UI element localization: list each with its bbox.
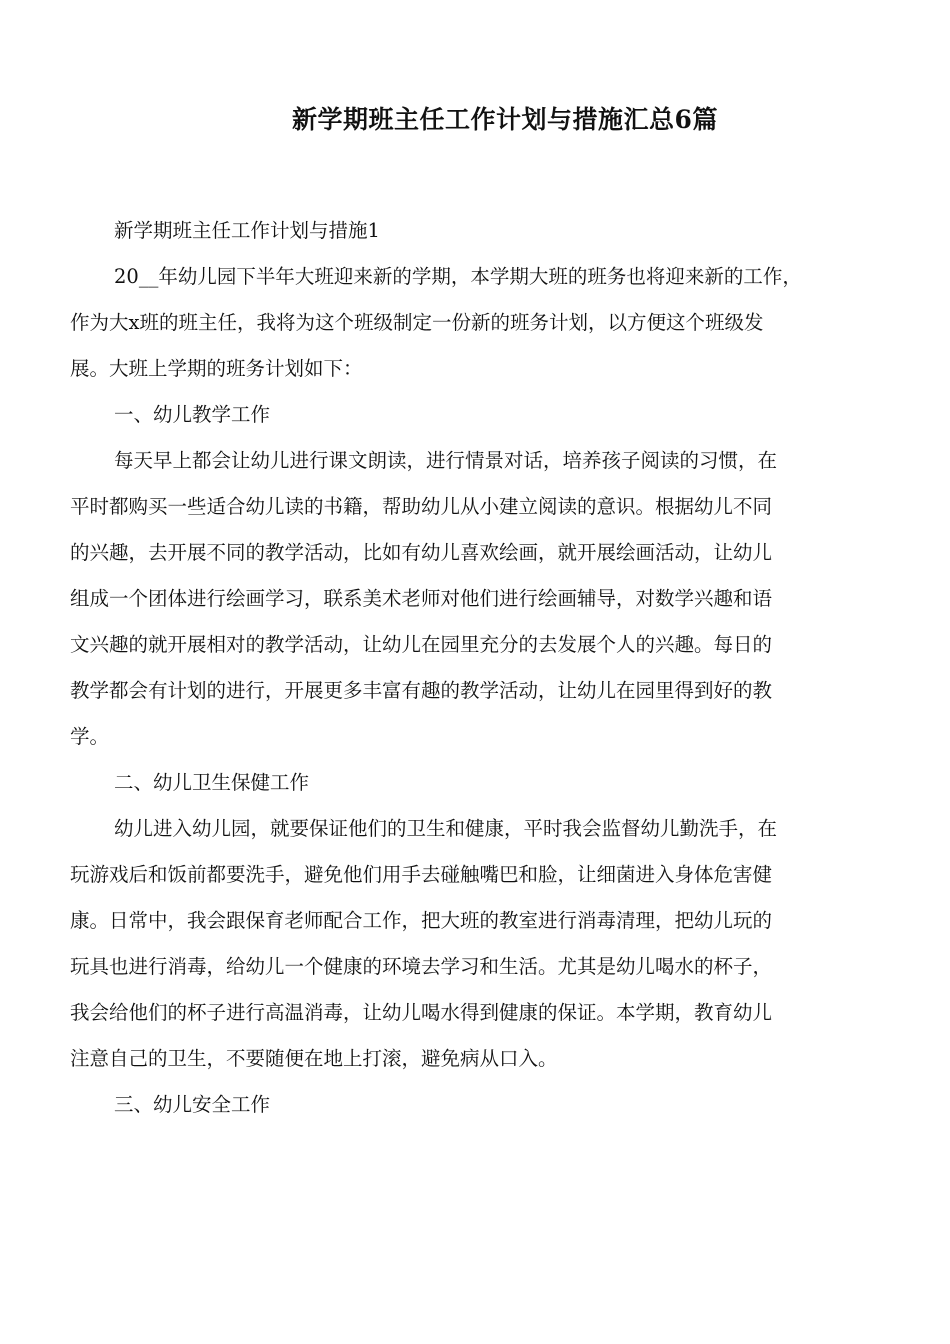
document-title: 新学期班主任工作计划与措施汇总6篇 bbox=[292, 105, 718, 134]
paragraph-line: 幼儿进入幼儿园，就要保证他们的卫生和健康，平时我会监督幼儿勤洗手，在 bbox=[114, 817, 778, 840]
paragraph-line: 注意自己的卫生，不要随便在地上打滚，避免病从口入。 bbox=[70, 1047, 558, 1070]
paragraph-line: 作为大x班的班主任，我将为这个班级制定一份新的班务计划，以方便这个班级发 bbox=[70, 311, 764, 334]
paragraph-line: 组成一个团体进行绘画学习，联系美术老师对他们进行绘画辅导，对数学兴趣和语 bbox=[70, 587, 773, 610]
paragraph-line: 平时都购买一些适合幼儿读的书籍，帮助幼儿从小建立阅读的意识。根据幼儿不同 bbox=[70, 495, 773, 518]
paragraph-line: 玩游戏后和饭前都要洗手，避免他们用手去碰触嘴巴和脸，让细菌进入身体危害健 bbox=[70, 863, 773, 886]
paragraph-line: 的兴趣，去开展不同的教学活动，比如有幼儿喜欢绘画，就开展绘画活动，让幼儿 bbox=[70, 541, 773, 564]
section-heading: 一、幼儿教学工作 bbox=[114, 403, 271, 426]
paragraph-line: 玩具也进行消毒，给幼儿一个健康的环境去学习和生活。尤其是幼儿喝水的杯子， bbox=[70, 955, 773, 978]
paragraph-line: 学。 bbox=[70, 725, 110, 748]
section-heading: 二、幼儿卫生保健工作 bbox=[114, 771, 310, 794]
paragraph-line: 展。大班上学期的班务计划如下： bbox=[70, 357, 363, 380]
section-heading: 新学期班主任工作计划与措施1 bbox=[114, 219, 380, 242]
section-heading: 三、幼儿安全工作 bbox=[114, 1093, 271, 1116]
paragraph-line: 康。日常中，我会跟保育老师配合工作，把大班的教室进行消毒清理，把幼儿玩的 bbox=[70, 909, 773, 932]
paragraph-line: 我会给他们的杯子进行高温消毒，让幼儿喝水得到健康的保证。本学期，教育幼儿 bbox=[70, 1001, 773, 1024]
paragraph-line: 教学都会有计划的进行，开展更多丰富有趣的教学活动，让幼儿在园里得到好的教 bbox=[70, 679, 773, 702]
document-body bbox=[70, 208, 882, 1128]
paragraph-line: 文兴趣的就开展相对的教学活动，让幼儿在园里充分的去发展个人的兴趣。每日的 bbox=[70, 633, 773, 656]
paragraph-line: 每天早上都会让幼儿进行课文朗读，进行情景对话，培养孩子阅读的习惯，在 bbox=[114, 449, 778, 472]
paragraph-line: 20__年幼儿园下半年大班迎来新的学期，本学期大班的班务也将迎来新的工作， bbox=[114, 265, 802, 288]
